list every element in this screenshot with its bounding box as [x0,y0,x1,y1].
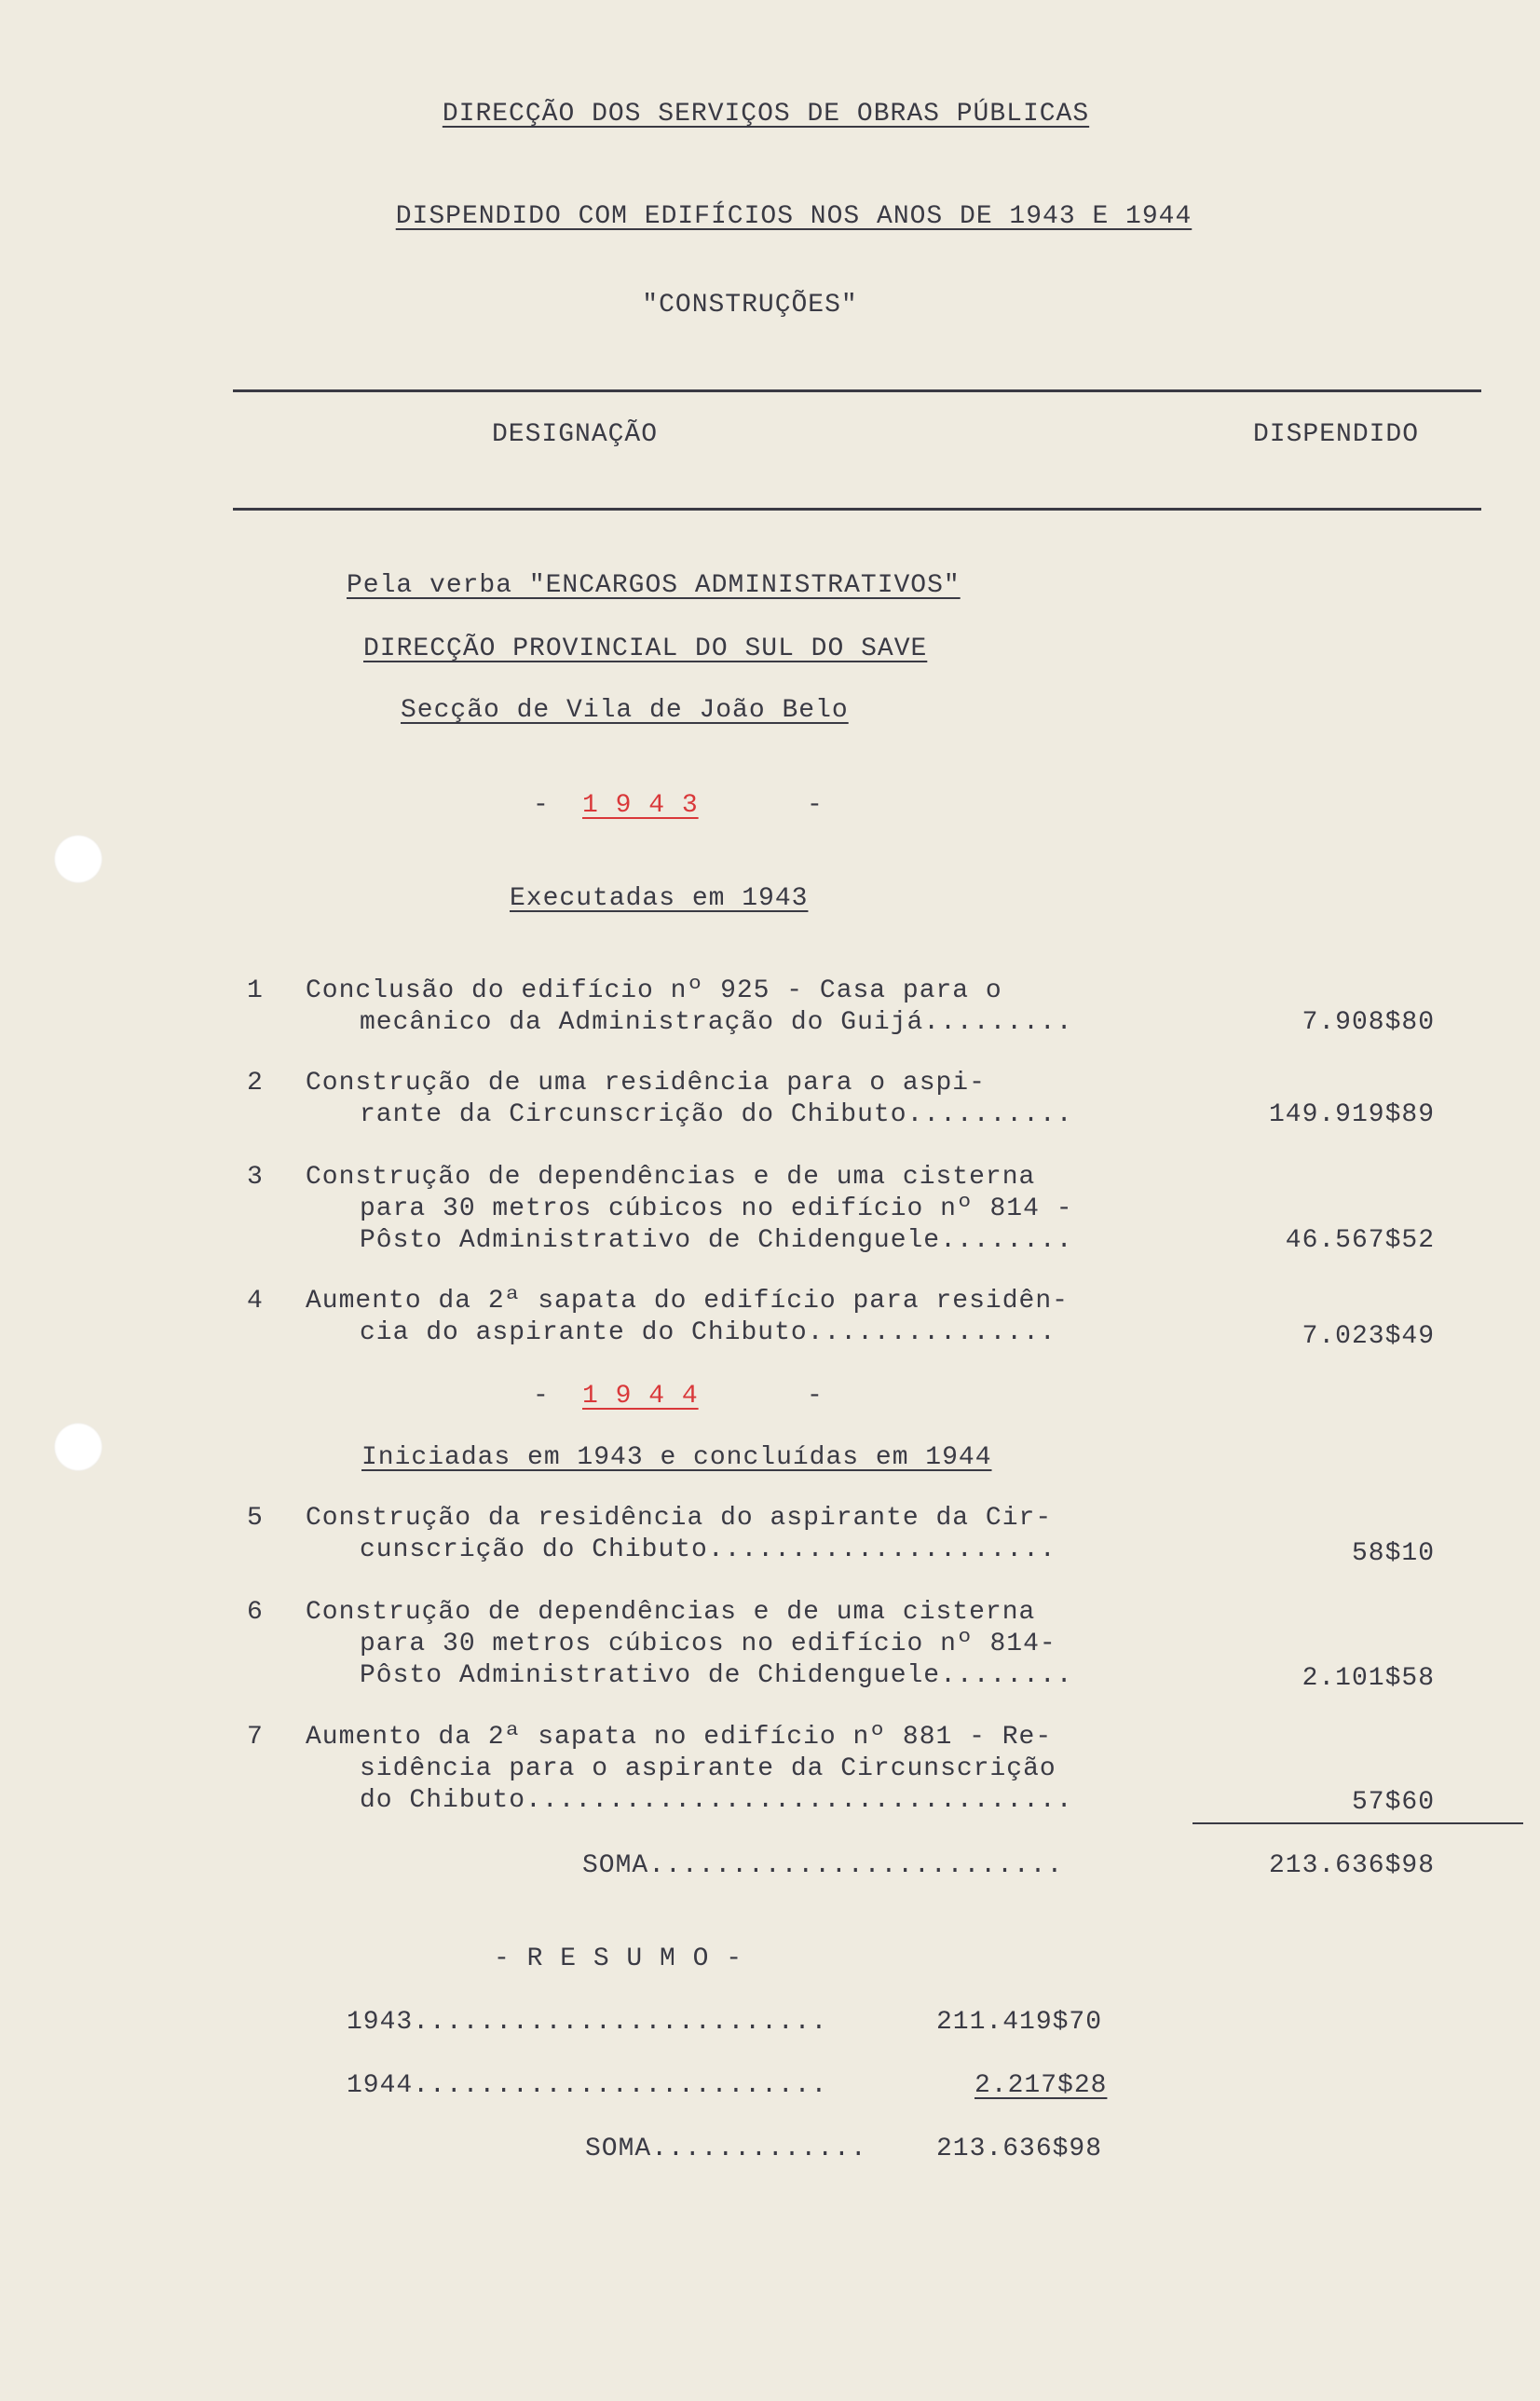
item-line: para 30 metros cúbicos no edifício nº 814 - [360,1194,1073,1223]
summary-title: - R E S U M O - [494,1944,743,1973]
header-constructions: "CONSTRUÇÕES" [642,291,858,320]
item-line: sidência para o aspirante da Circunscrição [360,1754,1056,1783]
item-line: do Chibuto................................. [360,1786,1073,1815]
list-item [306,1722,1163,1817]
year-dash-right: - [807,1382,824,1411]
item-line: Construção de dependências e de uma cisterna [306,1598,1036,1627]
item-number: 6 [247,1598,263,1627]
item-amount: 7.908$80 [1302,1008,1435,1037]
item-line: Aumento da 2ª sapata do edifício para residên- [306,1287,1069,1316]
item-amount: 57$60 [1351,1788,1435,1817]
subtitle-1943: Executadas em 1943 [510,884,809,913]
item-line: Pôsto Administrativo de Chidenguele........ [360,1226,1073,1255]
header-directorate: DIRECÇÃO DOS SERVIÇOS DE OBRAS PÚBLICAS [442,100,1090,129]
item-line: cia do aspirante do Chibuto............... [360,1318,1056,1347]
item-line: Construção da residência do aspirante da Cir- [306,1504,1053,1533]
item-number: 2 [247,1069,263,1098]
column-designation: DESIGNAÇÃO [492,420,659,449]
list-item [306,975,1163,1039]
item-amount: 7.023$49 [1302,1322,1435,1351]
item-line: Conclusão do edifício nº 925 - Casa para o [306,976,1002,1005]
item-line: para 30 metros cúbicos no edifício nº 814- [360,1630,1056,1658]
item-line: cunscrição do Chibuto..................... [360,1535,1056,1564]
punch-hole [54,1423,102,1471]
item-number: 7 [247,1723,263,1752]
item-line: Construção de dependências e de uma cisterna [306,1163,1036,1192]
item-number: 5 [247,1504,263,1533]
column-expenditure: DISPENDIDO [1253,420,1420,449]
summary-total-label: SOMA............. [585,2135,867,2163]
section-division: Secção de Vila de João Belo [401,696,849,725]
item-amount: 58$10 [1351,1539,1435,1568]
punch-hole [54,835,102,883]
list-item [306,1162,1163,1257]
summary-row-amount: 211.419$70 [936,2008,1103,2037]
item-amount: 149.919$89 [1268,1100,1435,1129]
year-1943: 1 9 4 3 [582,791,699,820]
list-item [306,1503,1163,1566]
item-line: Aumento da 2ª sapata no edifício nº 881 - Re- [306,1723,1053,1752]
subtitle-1944: Iniciadas em 1943 e concluídas em 1944 [361,1443,992,1472]
list-item [306,1286,1163,1349]
item-amount: 46.567$52 [1285,1226,1435,1255]
section-budget-line: Pela verba "ENCARGOS ADMINISTRATIVOS" [347,571,961,600]
sum-rule [1192,1822,1523,1824]
year-dash-left: - [533,791,550,820]
total-label: SOMA......................... [582,1851,1064,1880]
item-line: Construção de uma residência para o aspi- [306,1069,986,1098]
section-directorate: DIRECÇÃO PROVINCIAL DO SUL DO SAVE [363,634,928,663]
year-dash-right: - [807,791,824,820]
item-number: 3 [247,1163,263,1192]
summary-row-amount: 2.217$28 [974,2071,1108,2100]
header-rule-top [233,389,1481,392]
header-subtitle: DISPENDIDO COM EDIFÍCIOS NOS ANOS DE 1943 E 1944 [395,202,1192,231]
item-amount: 2.101$58 [1302,1664,1435,1693]
summary-row-label: 1944......................... [347,2071,828,2100]
header-rule-bottom [233,508,1481,511]
year-1944: 1 9 4 4 [582,1382,699,1411]
summary-total-amount: 213.636$98 [936,2135,1103,2163]
item-line: mecânico da Administração do Guijá......... [360,1008,1073,1037]
item-number: 4 [247,1287,263,1316]
item-line: rante da Circunscrição do Chibuto.......... [360,1100,1073,1129]
item-number: 1 [247,976,263,1005]
summary-row-label: 1943......................... [347,2008,828,2037]
list-item [306,1068,1163,1131]
total-amount: 213.636$98 [1268,1851,1435,1880]
item-line: Pôsto Administrativo de Chidenguele........ [360,1661,1073,1690]
list-item [306,1597,1163,1692]
year-dash-left: - [533,1382,550,1411]
